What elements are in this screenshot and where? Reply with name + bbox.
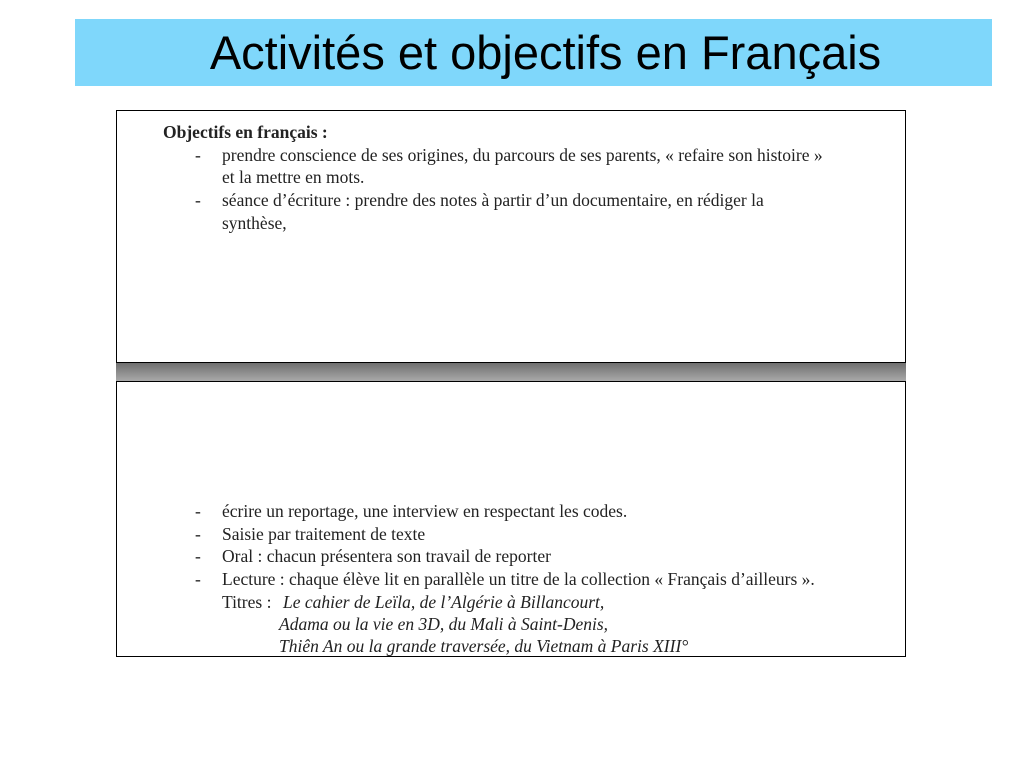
- activity-item: Saisie par traitement de texte: [222, 524, 426, 544]
- bullet-dash: -: [195, 145, 201, 165]
- objective-line: séance d’écriture : prendre des notes à partir d’un documentaire, en rédiger la: [222, 190, 764, 210]
- title-bar: [75, 19, 992, 86]
- bullet-dash: -: [195, 524, 201, 544]
- titles-label: Titres :: [222, 592, 272, 612]
- objective-line: prendre conscience de ses origines, du parcours de ses parents, « refaire son histoire »: [222, 145, 823, 165]
- document-panel-bottom: [116, 381, 906, 657]
- objectives-heading: Objectifs en français :: [163, 122, 328, 142]
- bullet-dash: -: [195, 569, 201, 589]
- book-title: Le cahier de Leïla, de l’Algérie à Billancourt,: [283, 592, 605, 612]
- document-panel-top: [116, 110, 906, 363]
- activity-item: Lecture : chaque élève lit en parallèle un titre de la collection « Français d’ailleurs ».: [222, 569, 815, 589]
- slide-title: Activités et objectifs en Français: [209, 26, 882, 79]
- activity-item: Oral : chacun présentera son travail de reporter: [222, 546, 551, 566]
- book-title: Adama ou la vie en 3D, du Mali à Saint-Denis,: [279, 614, 609, 634]
- objective-line: synthèse,: [222, 213, 287, 233]
- objective-line: et la mettre en mots.: [222, 167, 365, 187]
- bullet-dash: -: [195, 501, 201, 521]
- book-title: Thiên An ou la grande traversée, du Vietnam à Paris XIII°: [279, 636, 689, 656]
- bullet-dash: -: [195, 546, 201, 566]
- bullet-dash: -: [195, 190, 201, 210]
- page-separator: [116, 363, 906, 381]
- activity-item: écrire un reportage, une interview en respectant les codes.: [222, 501, 628, 521]
